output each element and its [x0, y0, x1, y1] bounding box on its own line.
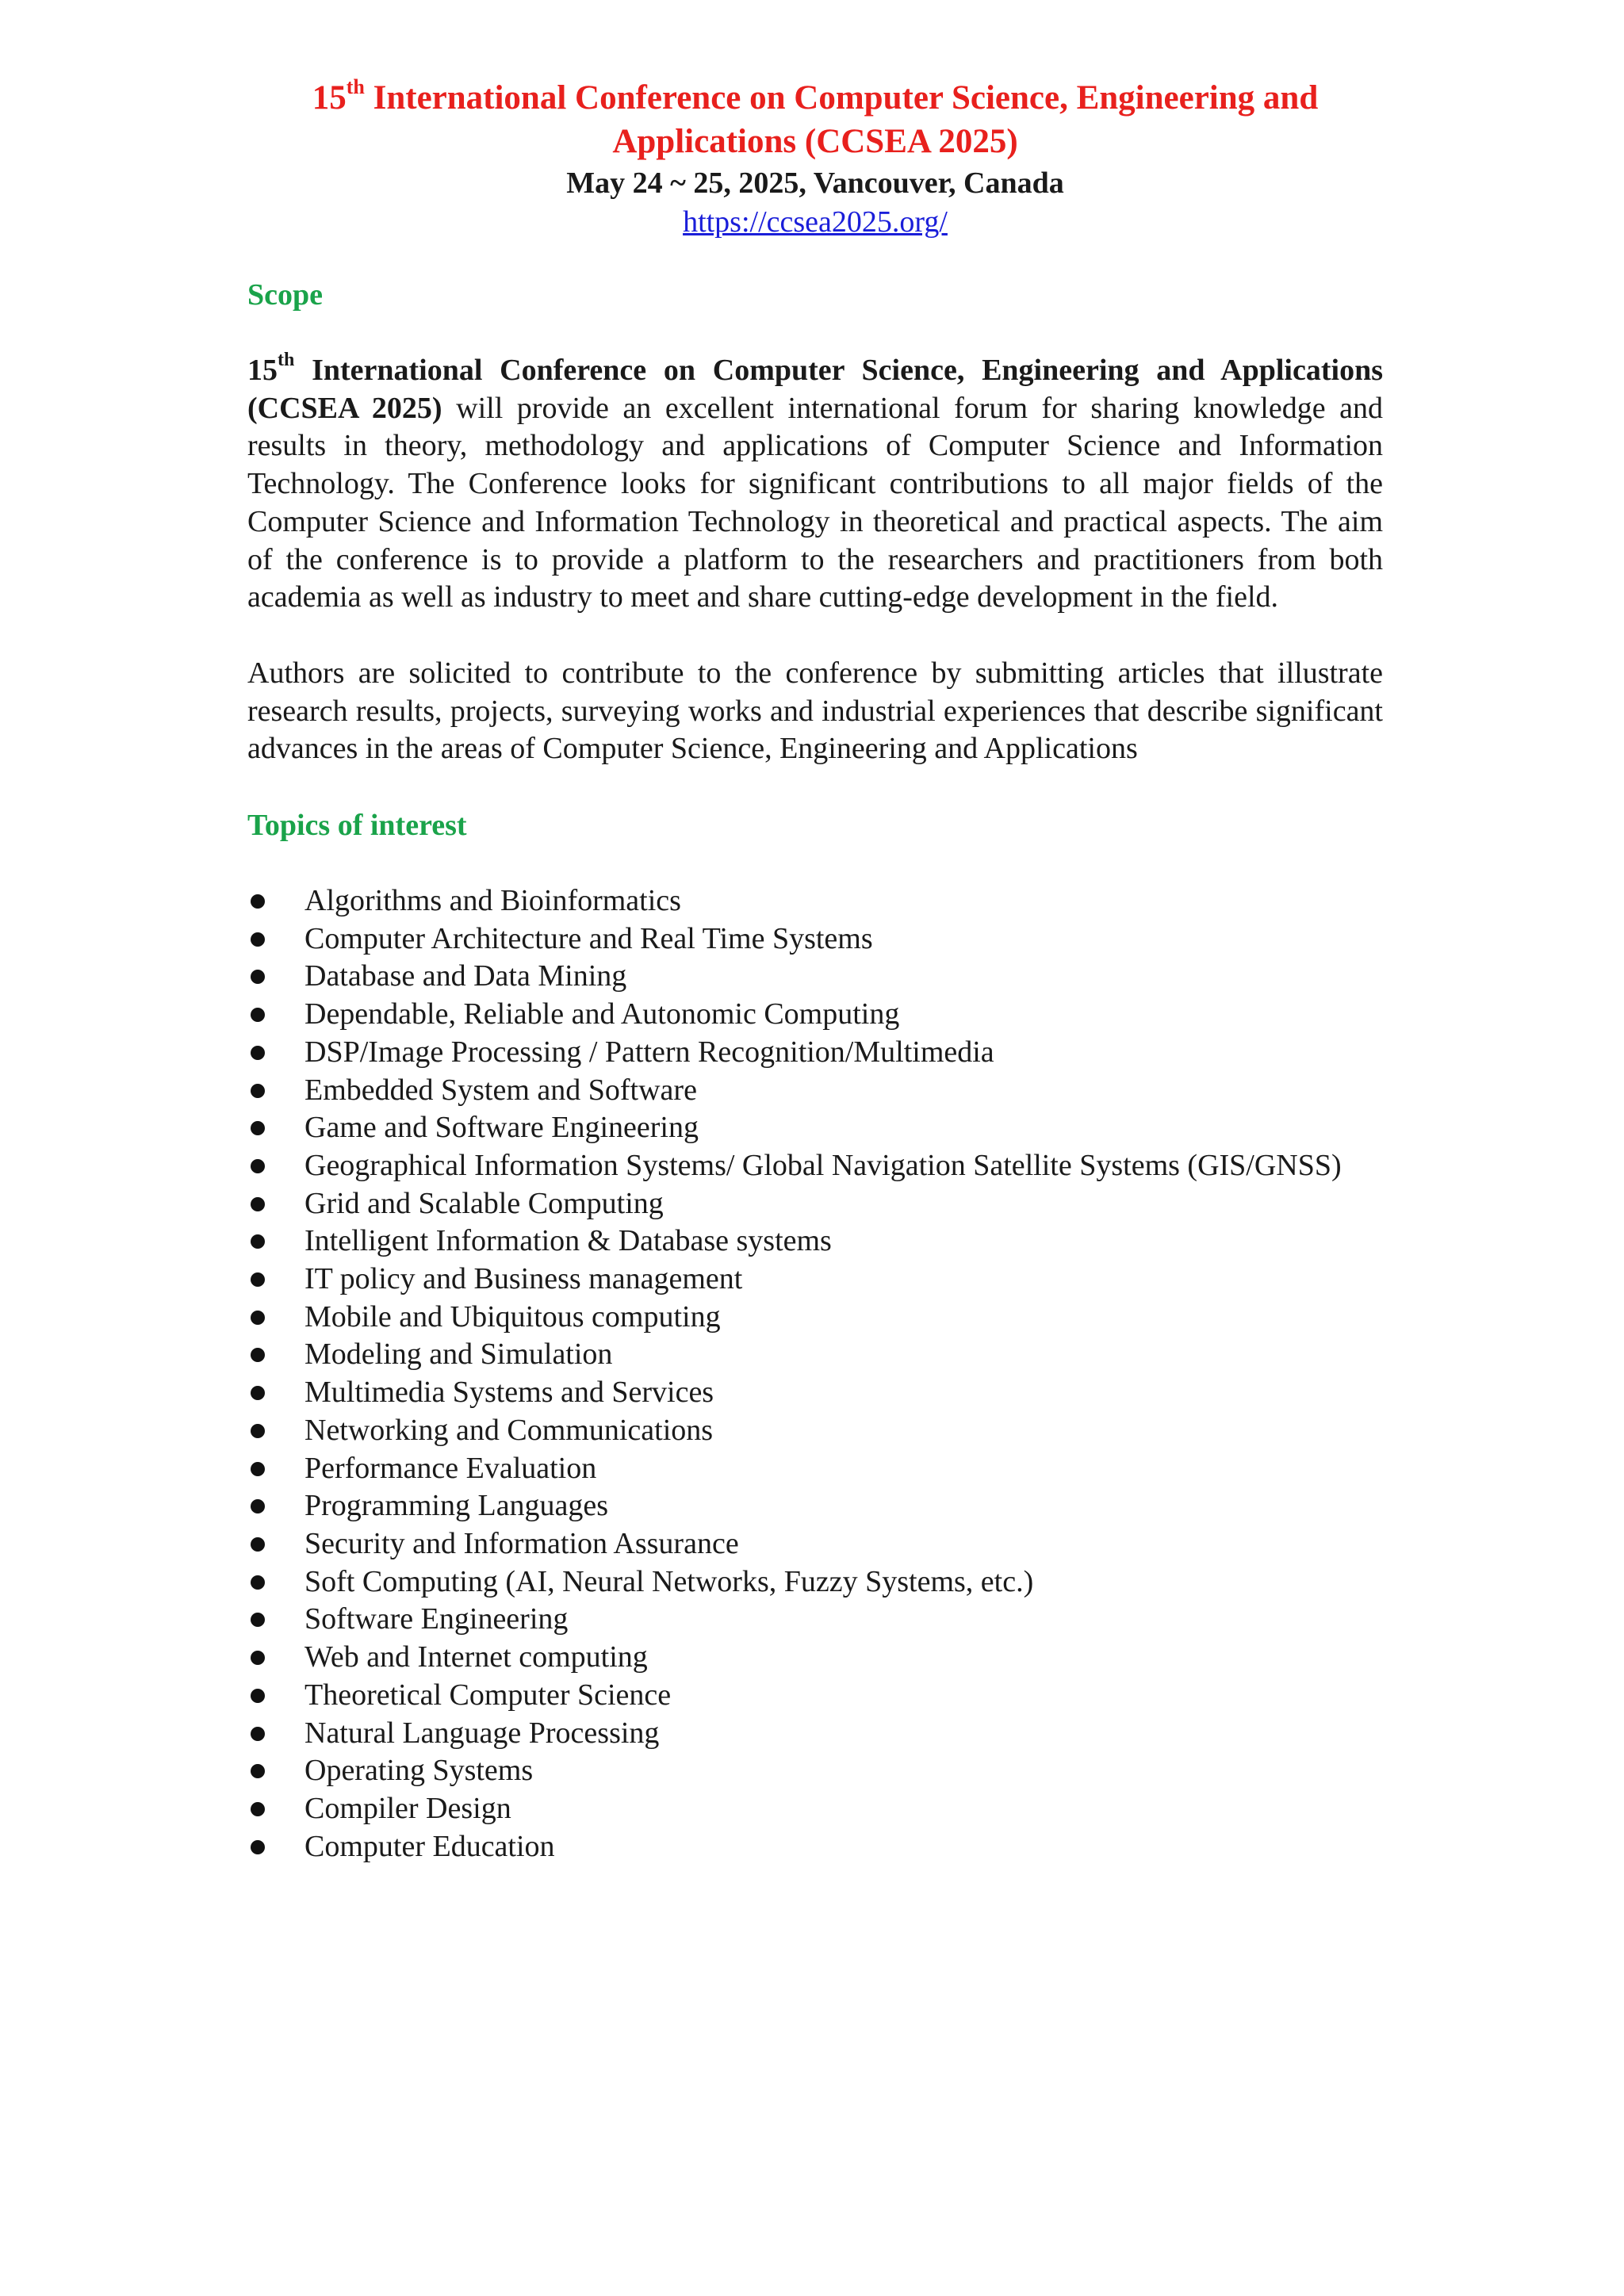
topics-heading: Topics of interest — [247, 809, 467, 843]
topic-item: Performance Evaluation — [247, 1450, 1383, 1488]
conference-title — [247, 76, 1383, 163]
bullet-icon — [251, 1537, 265, 1552]
topic-item: Mobile and Ubiquitous computing — [247, 1299, 1383, 1337]
scope-conference-name: International Conference on Computer Science, Engineering and Applications (CCSEA 2025) — [247, 354, 1383, 425]
topic-item: Dependable, Reliable and Autonomic Computing — [247, 996, 1383, 1034]
bullet-icon — [251, 1046, 265, 1060]
topic-item: Web and Internet computing — [247, 1639, 1383, 1677]
bullet-icon — [251, 1311, 265, 1325]
scope-paragraph-1 — [247, 352, 1383, 617]
title-line1: International Conference on Computer Science, Engineering and — [364, 79, 1319, 117]
bullet-icon — [251, 894, 265, 909]
topic-item: Networking and Communications — [247, 1412, 1383, 1450]
topic-item: Computer Education — [247, 1828, 1383, 1866]
conference-dates-location: May 24 ~ 25, 2025, Vancouver, Canada — [566, 166, 1064, 200]
scope-paragraph-1-text: will provide an excellent international forum for sharing knowledge and results in theory, methodology and applications of Computer Science and Information Technology. The Conference looks for significant contributions to all major fields of the Computer Science and Information Technology in theoretical and practical aspects. The aim of the conference is to provide a platform to the researchers and practitioners from both academia as well as industry to meet and share cutting-edge development in the field. — [247, 391, 1383, 614]
topic-item: Natural Language Processing — [247, 1715, 1383, 1753]
bullet-icon — [251, 1499, 265, 1513]
conference-url-line — [247, 203, 1383, 241]
title-ordinal: 15 — [312, 79, 347, 117]
topic-item: Geographical Information Systems/ Global Navigation Satellite Systems (GIS/GNSS) — [247, 1147, 1383, 1185]
bullet-icon — [251, 1008, 265, 1022]
bullet-icon — [251, 1689, 265, 1703]
bullet-icon — [251, 1159, 265, 1173]
bullet-icon — [251, 1386, 265, 1400]
bullet-icon — [251, 1764, 265, 1778]
topic-item: Operating Systems — [247, 1752, 1383, 1790]
document-page — [247, 76, 1383, 1866]
bullet-icon — [251, 1234, 265, 1249]
scope-heading: Scope — [247, 278, 323, 312]
topic-item: Computer Architecture and Real Time Systems — [247, 920, 1383, 959]
topic-item: Security and Information Assurance — [247, 1525, 1383, 1563]
topic-item: Intelligent Information & Database systems — [247, 1223, 1383, 1261]
topic-item: Game and Software Engineering — [247, 1109, 1383, 1147]
bullet-icon — [251, 1802, 265, 1816]
bullet-icon — [251, 970, 265, 984]
title-line2: Applications (CCSEA 2025) — [612, 123, 1018, 160]
topic-item: Algorithms and Bioinformatics — [247, 882, 1383, 920]
topic-item: Theoretical Computer Science — [247, 1677, 1383, 1715]
bullet-icon — [251, 1575, 265, 1590]
topic-item: Compiler Design — [247, 1790, 1383, 1828]
scope-ordinal-suffix: th — [278, 350, 295, 371]
topic-item: Soft Computing (AI, Neural Networks, Fuzzy Systems, etc.) — [247, 1563, 1383, 1601]
topic-item: Database and Data Mining — [247, 958, 1383, 996]
bullet-icon — [251, 1613, 265, 1627]
bullet-icon — [251, 1424, 265, 1438]
bullet-icon — [251, 1121, 265, 1135]
bullet-icon — [251, 1840, 265, 1854]
bullet-icon — [251, 1348, 265, 1362]
scope-ordinal: 15 — [247, 354, 278, 387]
topic-item: Multimedia Systems and Services — [247, 1374, 1383, 1412]
bullet-icon — [251, 1462, 265, 1476]
conference-url-link[interactable]: https://ccsea2025.org/ — [683, 205, 948, 239]
bullet-icon — [251, 932, 265, 947]
bullet-icon — [251, 1197, 265, 1211]
topic-item: IT policy and Business management — [247, 1261, 1383, 1299]
topics-list — [247, 882, 1383, 1866]
topic-item: Grid and Scalable Computing — [247, 1185, 1383, 1223]
scope-paragraph-2: Authors are solicited to contribute to the conference by submitting articles that illustrate research results, projects, surveying works and industrial experiences that describe significant advances in the areas of Computer Science, Engineering and Applications — [247, 656, 1383, 766]
bullet-icon — [251, 1272, 265, 1287]
bullet-icon — [251, 1084, 265, 1098]
topic-item: Software Engineering — [247, 1601, 1383, 1639]
topic-item: Programming Languages — [247, 1487, 1383, 1525]
bullet-icon — [251, 1651, 265, 1665]
topic-item: Embedded System and Software — [247, 1072, 1383, 1110]
bullet-icon — [251, 1727, 265, 1741]
topic-item: Modeling and Simulation — [247, 1336, 1383, 1374]
title-ordinal-suffix: th — [346, 75, 365, 98]
topic-item: DSP/Image Processing / Pattern Recognition/Multimedia — [247, 1034, 1383, 1072]
